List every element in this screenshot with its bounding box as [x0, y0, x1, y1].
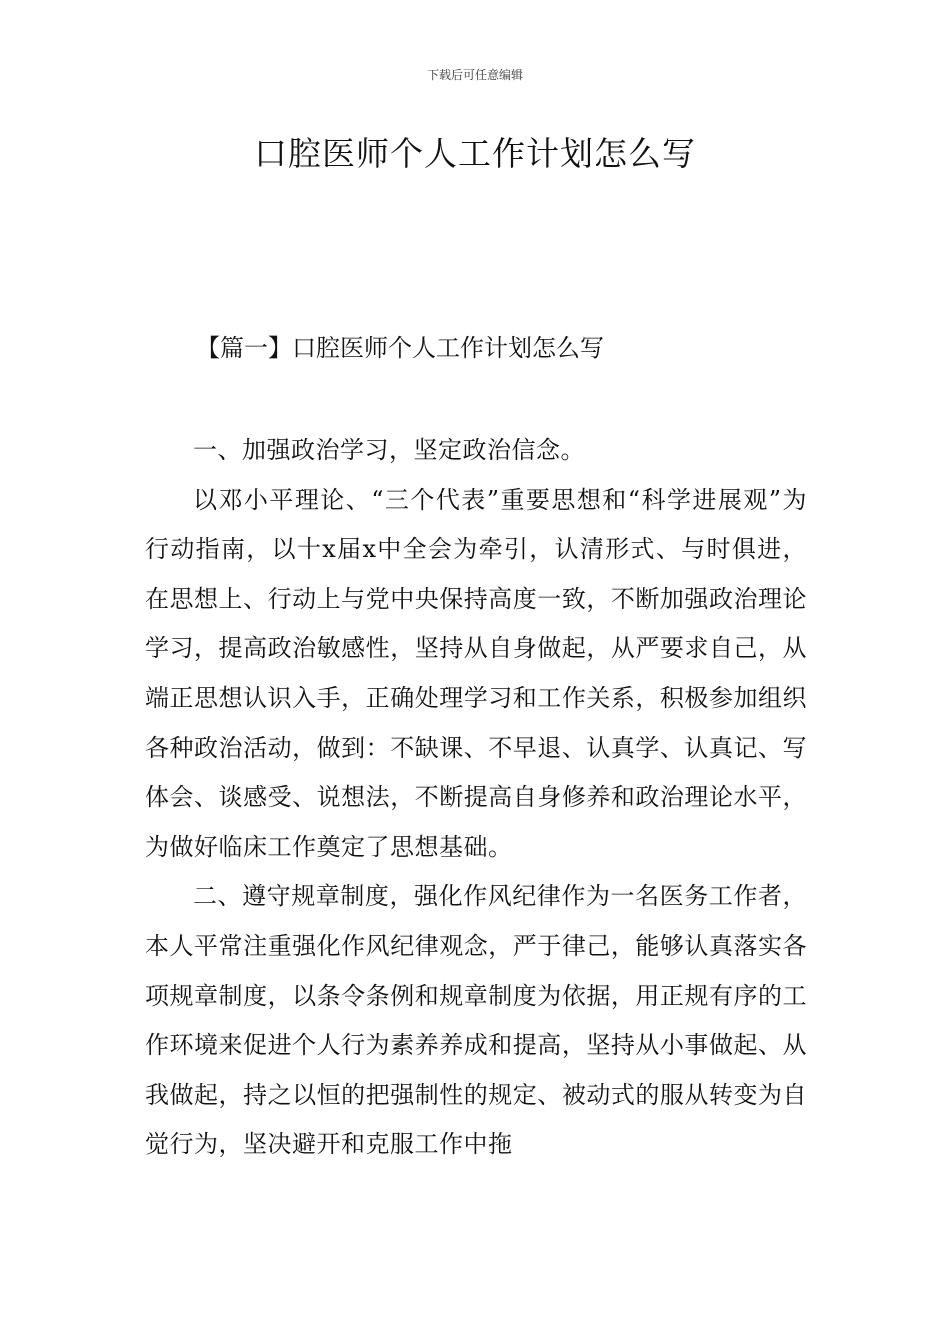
section-heading: 【篇一】口腔医师个人工作计划怎么写: [196, 334, 604, 362]
paragraph-3: 二、遵守规章制度，强化作风纪律作为一名医务工作者，本人平常注重强化作风纪律观念，严于律己，能够认真落实各项规章制度，以条令条例和规章制度为依据，用正规有序的工作环境来促进个人行为素养养成和提高，坚持从小事做起、从我做起，持之以恒的把强制性的规定、被动式的服从转变为自觉行为，坚决避开和克服工作中拖: [145, 882, 807, 1159]
document-title: 口腔医师个人工作计划怎么写: [254, 134, 696, 173]
paragraph-1: 一、加强政治学习，坚定政治信念。: [193, 436, 585, 464]
paragraph-2: 以邓小平理论、“三个代表”重要思想和“科学进展观”为行动指南，以十x届x中全会为牵引，认清形式、与时俱进，在思想上、行动上与党中央保持高度一致，不断加强政治理论学习，提高政治敏感性，坚持从自身做起，从严要求自己，从端正思想认识入手，正确处理学习和工作关系，积极参加组织各种政治活动，做到：不缺课、不早退、认真学、认真记、写体会、谈感受、说想法，不断提高自身修养和政治理论水平，为做好临床工作奠定了思想基础。: [145, 485, 807, 861]
document-body: [145, 426, 807, 1170]
header-note: 下载后可任意编辑: [426, 68, 523, 82]
